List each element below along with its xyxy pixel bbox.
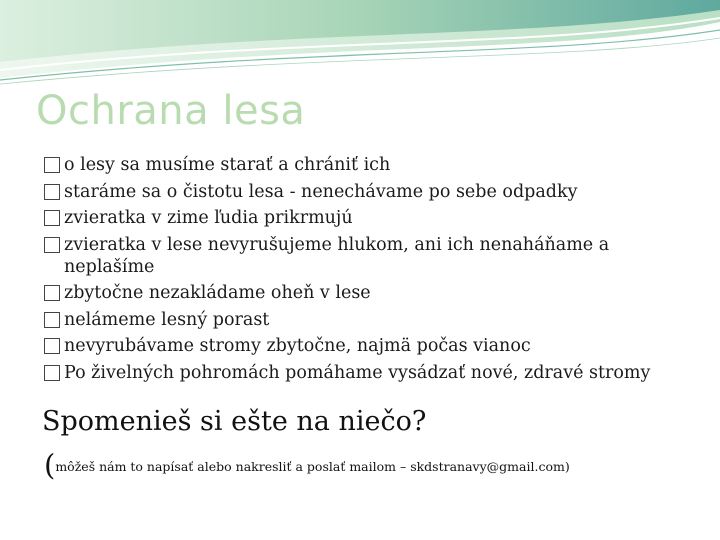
bullet-text: zvieratka v zime ľudia prikrmujú [64, 208, 353, 228]
question-heading: Spomenieš si ešte na niečo? [42, 406, 427, 437]
list-item [44, 154, 684, 176]
contact-note [44, 448, 570, 482]
list-item [44, 309, 684, 331]
list-item [44, 207, 684, 229]
bullet-text: staráme sa o čistotu lesa - nenechávame po sebe odpadky [64, 181, 578, 202]
slide-title: Ochrana lesa [36, 88, 306, 134]
bullet-text: nelámeme lesný porast [64, 309, 270, 330]
square-bullet-icon [44, 184, 60, 200]
list-item [44, 234, 684, 278]
bullet-text: o lesy sa musíme starať a chrániť ich [64, 155, 391, 175]
square-bullet-icon [44, 237, 60, 253]
list-item [44, 362, 684, 384]
square-bullet-icon [44, 365, 60, 381]
note-text: môžeš nám to napísať alebo nakresliť a poslať mailom – skdstranavy@gmail.com) [55, 459, 570, 474]
note-open-paren: ( [44, 448, 56, 482]
list-item [44, 282, 684, 304]
list-item [44, 181, 684, 203]
bullet-text: zbytočne nezakládame oheň v lese [64, 283, 371, 303]
square-bullet-icon [44, 210, 60, 226]
list-item [44, 335, 684, 357]
bullet-text: nevyrubávame stromy zbytočne, najmä počas vianoc [64, 336, 531, 356]
square-bullet-icon [44, 338, 60, 354]
bullet-text: zvieratka v lese nevyrušujeme hlukom, ani ich nenaháňame a neplašíme [64, 234, 610, 277]
bullet-text: Po živelných pohromách pomáhame vysádzať nové, zdravé stromy [64, 362, 651, 383]
square-bullet-icon [44, 285, 60, 301]
header-wave-decoration [0, 0, 720, 90]
bullet-list [44, 154, 684, 388]
square-bullet-icon [44, 312, 60, 328]
square-bullet-icon [44, 157, 60, 173]
